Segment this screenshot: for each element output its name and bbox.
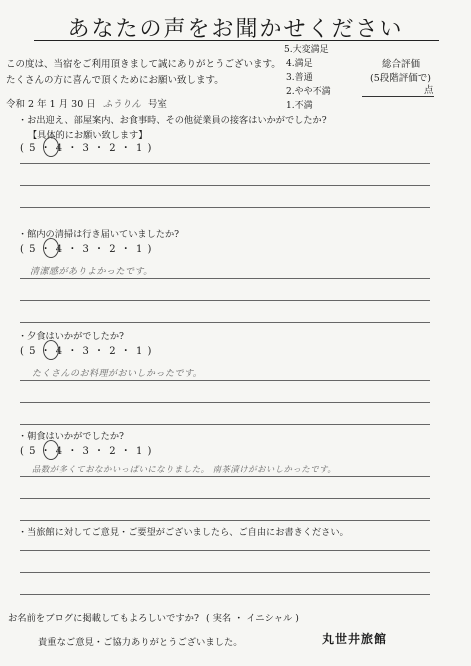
question-2-rating[interactable] <box>20 240 152 255</box>
answer-line <box>20 322 430 323</box>
overall-sub: (5段階評価で) <box>370 73 431 84</box>
question-2-comment: 清潔感がありよかったです。 <box>30 267 153 277</box>
answer-line <box>20 572 430 573</box>
question-4-rating-text: ( 5 ・ 4 ・ 3 ・ 2 ・ 1 ) <box>20 446 153 457</box>
question-1-rating[interactable] <box>20 139 152 154</box>
answer-line <box>20 380 430 381</box>
blog-consent-question: お名前をブログに掲載してもよろしいですか? <box>8 613 199 624</box>
overall-score-field[interactable] <box>362 96 434 97</box>
answer-line <box>20 476 430 477</box>
overall-label: 総合評価 <box>382 59 421 70</box>
question-1: ・お出迎え、部屋案内、お食事時、その他従業員の接客はいかがでしたか? <box>18 115 327 126</box>
title-underline <box>34 40 439 41</box>
overall-unit: 点 <box>424 85 434 96</box>
question-2: ・館内の清掃は行き届いていましたか? <box>18 229 180 240</box>
selected-rating-circle <box>43 238 59 258</box>
question-3-rating-text: ( 5 ・ 4 ・ 3 ・ 2 ・ 1 ) <box>20 346 153 357</box>
scale-1: 1.不満 <box>286 101 313 111</box>
scale-5: 5.大変満足 <box>284 45 329 55</box>
question-1-rating-text: ( 5 ・ 4 ・ 3 ・ 2 ・ 1 ) <box>20 143 153 154</box>
visit-date: 令和 2 年 1 月 30 日 <box>6 99 96 110</box>
question-3: ・夕食はいかがでしたか? <box>18 331 124 342</box>
inn-name: 丸世井旅館 <box>322 632 388 646</box>
visit-line <box>6 96 167 110</box>
answer-line <box>20 594 430 595</box>
answer-line <box>20 520 430 521</box>
answer-line <box>20 550 430 551</box>
room-name: ふうりん <box>102 99 141 110</box>
selected-rating-circle <box>43 137 59 157</box>
answer-line <box>20 185 430 186</box>
intro-line-2: たくさんの方に喜んで頂くためにお願い致します。 <box>6 75 224 86</box>
answer-line <box>20 424 430 425</box>
question-3-rating[interactable] <box>20 342 152 357</box>
selected-rating-circle <box>43 440 59 460</box>
answer-line <box>20 402 430 403</box>
scale-3: 3.普通 <box>286 73 313 83</box>
answer-line <box>20 498 430 499</box>
room-suffix: 号室 <box>147 99 167 110</box>
question-4: ・朝食はいかがでしたか? <box>18 431 124 442</box>
question-2-rating-text: ( 5 ・ 4 ・ 3 ・ 2 ・ 1 ) <box>20 244 153 255</box>
question-4-comment: 品数が多くておなかいっぱいになりました。 南茶漬けがおいしかったです。 <box>32 464 337 474</box>
answer-line <box>20 163 430 164</box>
question-5: ・当旅館に対してご意見・ご要望がございましたら、ご自由にお書きください。 <box>18 527 349 538</box>
scale-4: 4.満足 <box>286 59 313 69</box>
question-3-comment: たくさんのお料理がおいしかったです。 <box>32 369 203 379</box>
scale-2: 2.やや不満 <box>286 87 331 97</box>
answer-line <box>20 207 430 208</box>
question-1-sub: 【具体的にお願い致します】 <box>28 130 148 141</box>
intro-line-1: この度は、当宿をご利用頂きまして誠にありがとうございます。 <box>6 59 281 70</box>
question-4-rating[interactable] <box>20 442 152 457</box>
answer-line <box>20 278 430 279</box>
thanks-text: 貴重なご意見・ご協力ありがとうございました。 <box>38 637 243 648</box>
answer-line <box>20 300 430 301</box>
selected-rating-circle <box>43 340 59 360</box>
page-title: あなたの声をお聞かせください <box>67 17 404 42</box>
blog-consent-options[interactable]: ( 実名 ・ イニシャル ) <box>206 613 299 624</box>
